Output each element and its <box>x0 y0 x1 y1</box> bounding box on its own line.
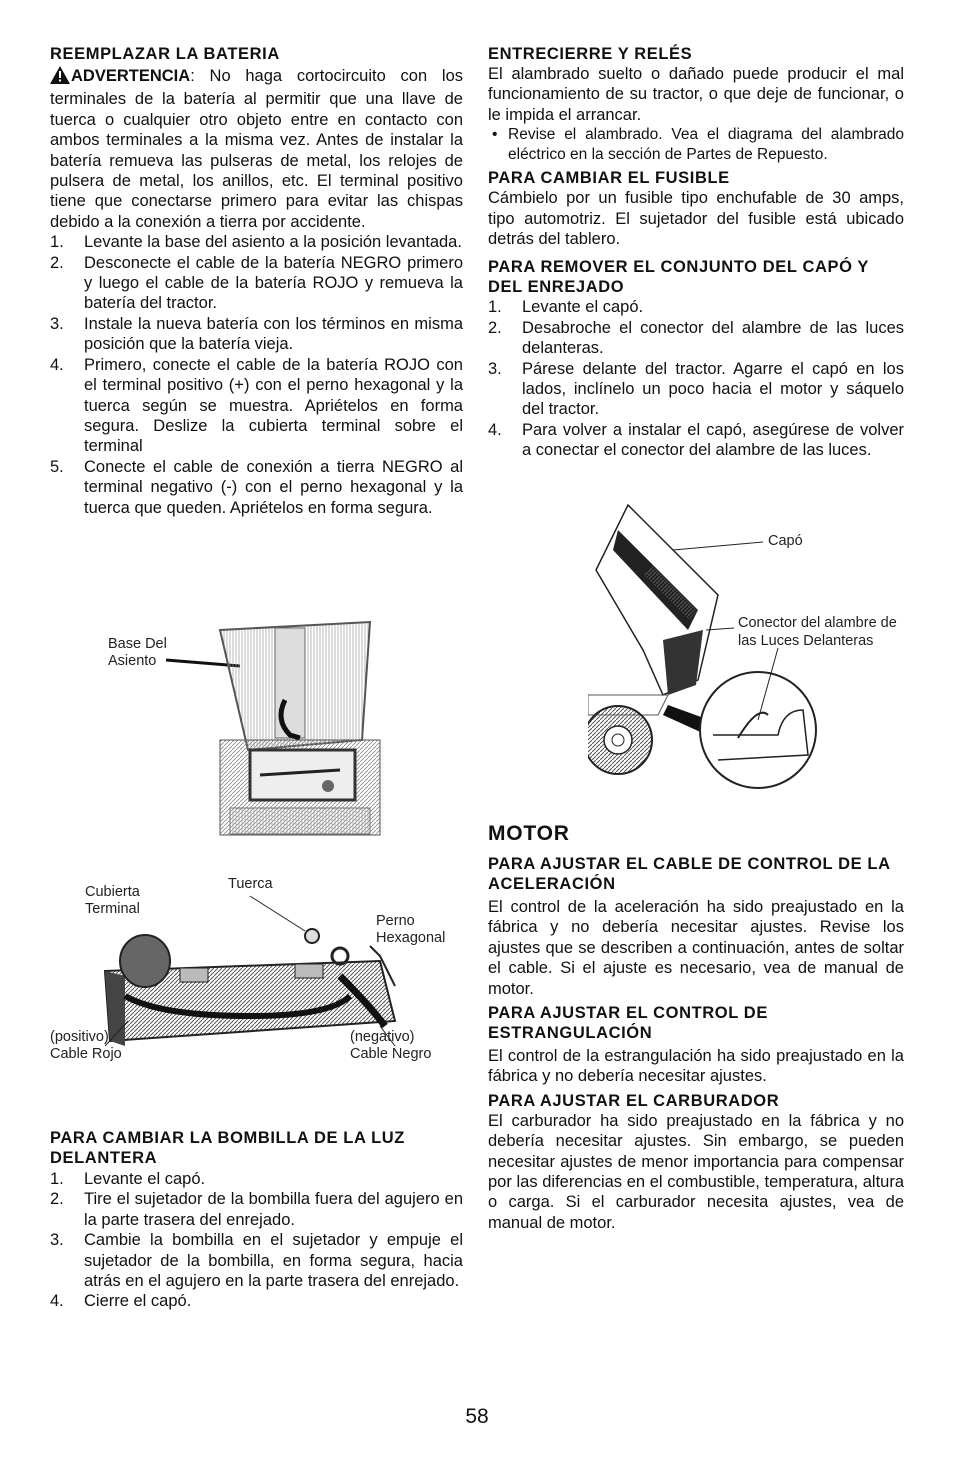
list-item <box>488 359 904 420</box>
list-item <box>488 318 904 359</box>
list-item <box>50 457 463 518</box>
list-item <box>50 1169 463 1189</box>
step-number: 2. <box>50 1190 64 1209</box>
bulb-section <box>50 1128 463 1312</box>
warning-triangle-icon <box>50 66 70 89</box>
relays-text: El alambrado suelto o dañado puede producir el mal funcionamiento de su tractor, o que deje de funcionar, o le impida el arrancar. <box>488 65 904 124</box>
step-text: Levante el capó. <box>522 298 644 317</box>
step-text: Levante el capó. <box>84 1170 206 1188</box>
battery-steps <box>50 232 463 518</box>
left-column <box>50 44 463 518</box>
step-number: 2. <box>488 318 502 337</box>
step-text: Cambie la bombilla en el sujetador y empuje el sujetador de la bombilla, en forma segura, hacia atrás en el agujero en la parte trasera del enrejado. <box>84 1231 463 1291</box>
bulb-steps <box>50 1169 463 1312</box>
step-number: 4. <box>50 355 64 374</box>
step-text: Para volver a instalar el capó, asegúrese de volver a conectar el conector del alambre de las luces. <box>522 420 904 460</box>
hood-steps <box>488 297 904 460</box>
warning-text: : No haga cortocircuito con los terminales de la batería al permitir que una llave de tuerca o cualquier otro objeto entre en contacto con ambos terminales a la misma vez. Antes de instalar la batería remueva las pulseras de metal, los relojes de pulsera de metal, los anillos, etc. El terminal positivo tiene que conectarse primero para evitar las chispas debido a la conexión a tierra por accidente. <box>50 67 463 231</box>
positivo-label-2: Cable Rojo <box>50 1046 122 1062</box>
step-text: Levante la base del asiento a la posición levantada. <box>84 233 462 252</box>
fuse-heading: PARA CAMBIAR EL FUSIBLE <box>488 169 730 188</box>
list-item <box>50 1291 463 1311</box>
list-item <box>50 1230 463 1291</box>
list-item <box>488 420 904 461</box>
throttle-text: El control de la aceleración ha sido preajustado en la fábrica y no debería necesitar ajustes. Revise los ajustes que se describen a continuación, antes de soltar el cable. Si el ajuste es necesario, vea de manual de motor. <box>488 898 904 998</box>
hood-illustration <box>588 500 908 800</box>
battery-warning <box>50 66 463 232</box>
battery-illustration <box>50 876 463 1066</box>
step-number: 4. <box>50 1292 64 1311</box>
step-number: 1. <box>50 1170 64 1188</box>
step-number: 3. <box>50 314 64 333</box>
relays-bullet <box>488 125 904 164</box>
list-item <box>50 1189 463 1230</box>
battery-heading: REEMPLAZAR LA BATERIA <box>50 45 280 63</box>
choke-heading: PARA AJUSTAR EL CONTROL DE ESTRANGULACIÓN <box>488 1004 768 1043</box>
throttle-heading: PARA AJUSTAR EL CABLE DE CONTROL DE LA ACELERACIÓN <box>488 855 891 893</box>
step-number: 5. <box>50 457 64 476</box>
list-item <box>488 297 904 317</box>
choke-text: El control de la estrangulación ha sido preajustado en la fábrica y no debería necesitar ajustes. <box>488 1047 904 1086</box>
capo-label: Capó <box>768 533 803 549</box>
seat-base-illustration <box>100 610 400 840</box>
bulb-heading: PARA CAMBIAR LA BOMBILLA DE LA LUZ DELANTERA <box>50 1129 405 1167</box>
conector-label-2: las Luces Delanteras <box>738 633 874 649</box>
positivo-label-1: (positivo) <box>50 1029 109 1045</box>
perno-label-1: Perno <box>376 913 415 929</box>
perno-label-2: Hexagonal <box>376 930 446 946</box>
step-text: Cierre el capó. <box>84 1292 192 1311</box>
seat-label-2: Asiento <box>108 653 157 669</box>
list-item <box>50 253 463 314</box>
step-text: Desabroche el conector del alambre de las luces delanteras. <box>522 318 904 358</box>
relays-heading: ENTRECIERRE Y RELÉS <box>488 45 693 63</box>
step-text: Tire el sujetador de la bombilla fuera del agujero en la parte trasera del enrejado. <box>84 1190 463 1229</box>
step-number: 1. <box>50 233 64 252</box>
fuse-text: Cámbielo por un fusible tipo enchufable de 30 amps, tipo automotriz. El sujetador del fusible está ubicado detrás del tablero. <box>488 189 904 249</box>
step-text: Desconecte el cable de la batería NEGRO primero y luego el cable de la batería ROJO y remueva la batería del tractor. <box>84 253 463 313</box>
page-number: 58 <box>465 1405 489 1428</box>
negativo-label-1: (negativo) <box>350 1029 415 1045</box>
step-text: Conecte el cable de conexión a tierra NEGRO al terminal negativo (-) con el perno hexagonal y la tuerca que queden. Apriételos en forma segura. <box>84 457 463 517</box>
step-number: 4. <box>488 420 502 439</box>
list-item <box>50 314 463 355</box>
right-column <box>488 44 904 461</box>
step-number: 3. <box>50 1231 64 1250</box>
cubierta-label-2: Terminal <box>85 901 140 917</box>
conector-label-1: Conector del alambre de <box>738 615 897 631</box>
hood-figure <box>588 500 908 800</box>
motor-section <box>488 822 904 1233</box>
step-number: 2. <box>50 253 64 272</box>
list-item <box>50 355 463 457</box>
carburetor-text: El carburador ha sido preajustado en la fábrica y no debería necesitar ajustes. Sin embargo, se pueden necesitar ajustes de menor importancia para compensar por las diferencias en el combustible, temperatura, altura o carga. Si el carburador necesita ajustes, vea de manual de motor. <box>488 1111 904 1232</box>
tuerca-label: Tuerca <box>228 876 273 892</box>
warning-label: ADVERTENCIA <box>71 67 191 85</box>
step-number: 3. <box>488 359 502 378</box>
bullet-dot-icon: • <box>492 126 498 144</box>
carburetor-heading: PARA AJUSTAR EL CARBURADOR <box>488 1091 780 1110</box>
list-item <box>50 232 463 252</box>
bullet-text: Revise el alambrado. Vea el diagrama del alambrado eléctrico en la sección de Partes de Repuesto. <box>508 126 904 163</box>
step-text: Primero, conecte el cable de la batería ROJO con el terminal positivo (+) con el perno hexagonal y la tuerca según se muestra. Apriételos en forma segura. Deslize la cubierta terminal sobre el terminal <box>84 355 463 456</box>
step-text: Párese delante del tractor. Agarre el capó en los lados, inclínelo un poco hacia el motor y sáquelo del tractor. <box>522 359 904 419</box>
step-text: Instale la nueva batería con los términos en misma posición que la batería vieja. <box>84 314 463 354</box>
seat-base-figure <box>100 610 400 840</box>
hood-heading: PARA REMOVER EL CONJUNTO DEL CAPÓ Y DEL ENREJADO <box>488 258 869 297</box>
negativo-label-2: Cable Negro <box>350 1046 432 1062</box>
battery-terminal-figure <box>50 876 463 1066</box>
step-number: 1. <box>488 298 502 317</box>
seat-label-1: Base Del <box>108 636 167 652</box>
cubierta-label-1: Cubierta <box>85 884 140 900</box>
motor-heading: MOTOR <box>488 822 570 845</box>
